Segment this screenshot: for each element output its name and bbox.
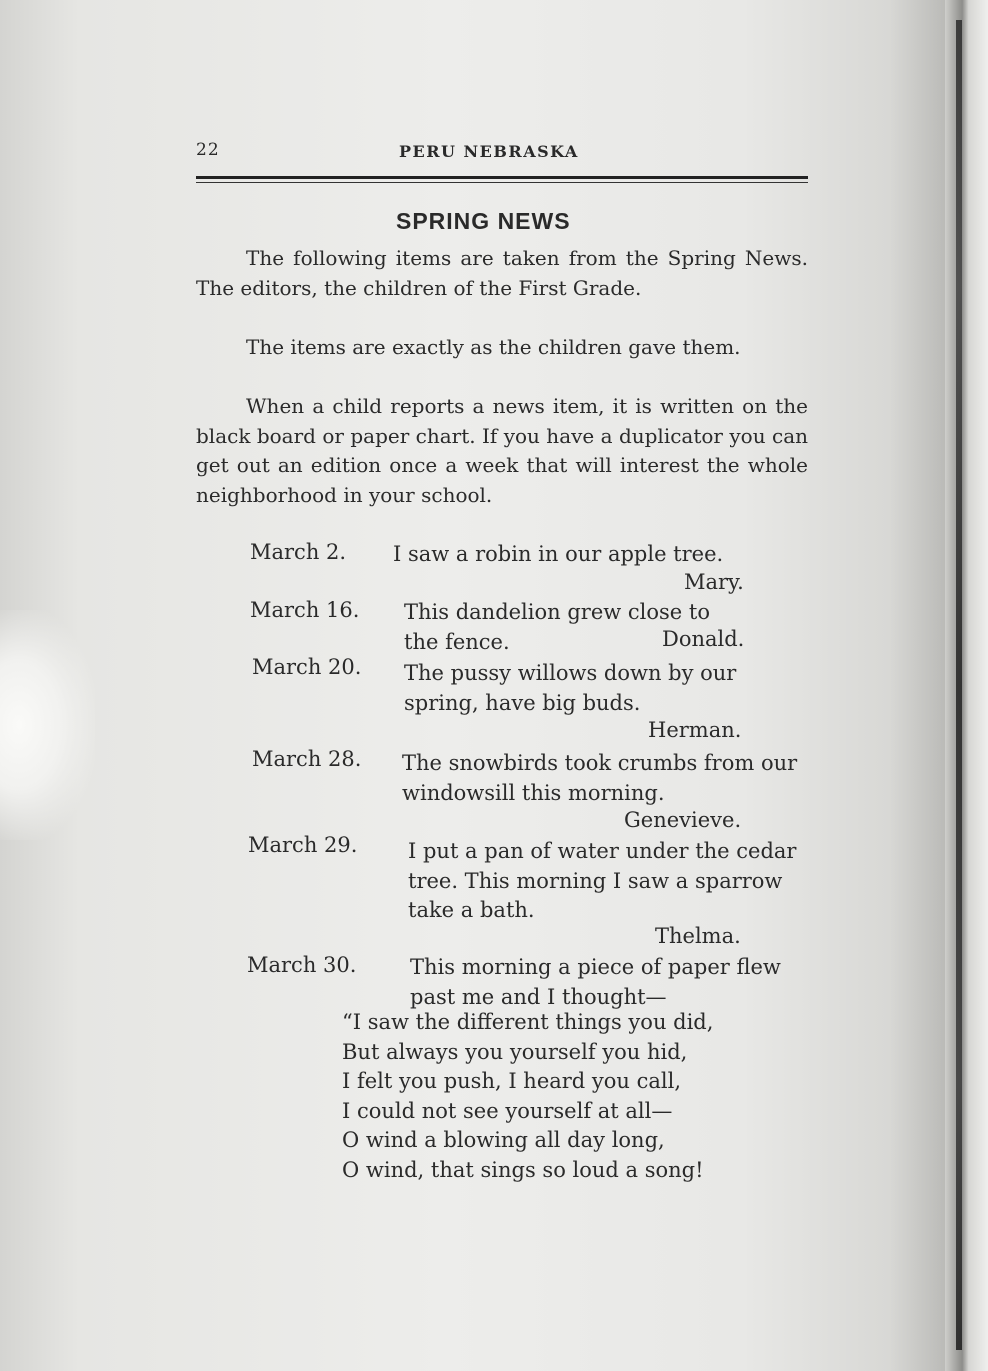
running-title: PERU NEBRASKA	[399, 142, 579, 161]
page-smudge	[0, 610, 95, 840]
entry-text: I put a pan of water under the cedar tree. This morning I saw a sparrow take a bath.	[408, 839, 797, 922]
entry-author: Mary.	[684, 570, 744, 594]
header-rule-thin	[196, 182, 808, 183]
section-title: SPRING NEWS	[396, 208, 571, 234]
entry-text: I saw a robin in our apple tree.	[393, 542, 724, 566]
poem-line: But always you yourself you hid,	[342, 1039, 688, 1064]
intro-paragraph: The following items are taken from the Spring News. The editors, the children of the First Grade.	[196, 246, 808, 300]
entry-author: Donald.	[662, 627, 745, 651]
header-rule	[196, 176, 808, 179]
poem-line: O wind, that sings so loud a song!	[342, 1157, 704, 1182]
intro-paragraph: When a child reports a news item, it is written on the black board or paper chart. If you have a duplicator you can get out an edition once a week that will interest the whole neighborhood in your school.	[196, 394, 808, 507]
entry-date: March 2.	[250, 540, 347, 564]
entry-text: This dandelion grew close to the fence.	[404, 600, 710, 654]
poem-line: “I saw the different things you did,	[342, 1010, 714, 1034]
entry-date: March 20.	[252, 655, 362, 679]
page-number: 22	[196, 140, 220, 160]
intro-paragraph: The items are exactly as the children gave them.	[246, 335, 741, 359]
entry-date: March 30.	[247, 953, 357, 977]
poem-line: O wind a blowing all day long,	[342, 1128, 665, 1152]
entry-author: Thelma.	[655, 924, 741, 948]
entry-date: March 28.	[252, 747, 362, 771]
binding-edge	[956, 20, 962, 1350]
book-gutter	[945, 0, 988, 1371]
running-header	[196, 140, 808, 168]
poem	[342, 1008, 812, 1185]
entry-author: Genevieve.	[624, 808, 742, 832]
entry-author: Herman.	[648, 718, 742, 742]
entry-date: March 29.	[248, 833, 358, 857]
entry-text: The snowbirds took crumbs from our windowsill this morning.	[402, 751, 798, 805]
entry-text: This morning a piece of paper flew past me and I thought—	[410, 955, 781, 1009]
entry-date: March 16.	[250, 598, 360, 622]
poem-line: I could not see yourself at all—	[342, 1098, 673, 1123]
entry-text: The pussy willows down by our spring, have big buds.	[404, 661, 737, 715]
poem-line: I felt you push, I heard you call,	[342, 1069, 682, 1093]
